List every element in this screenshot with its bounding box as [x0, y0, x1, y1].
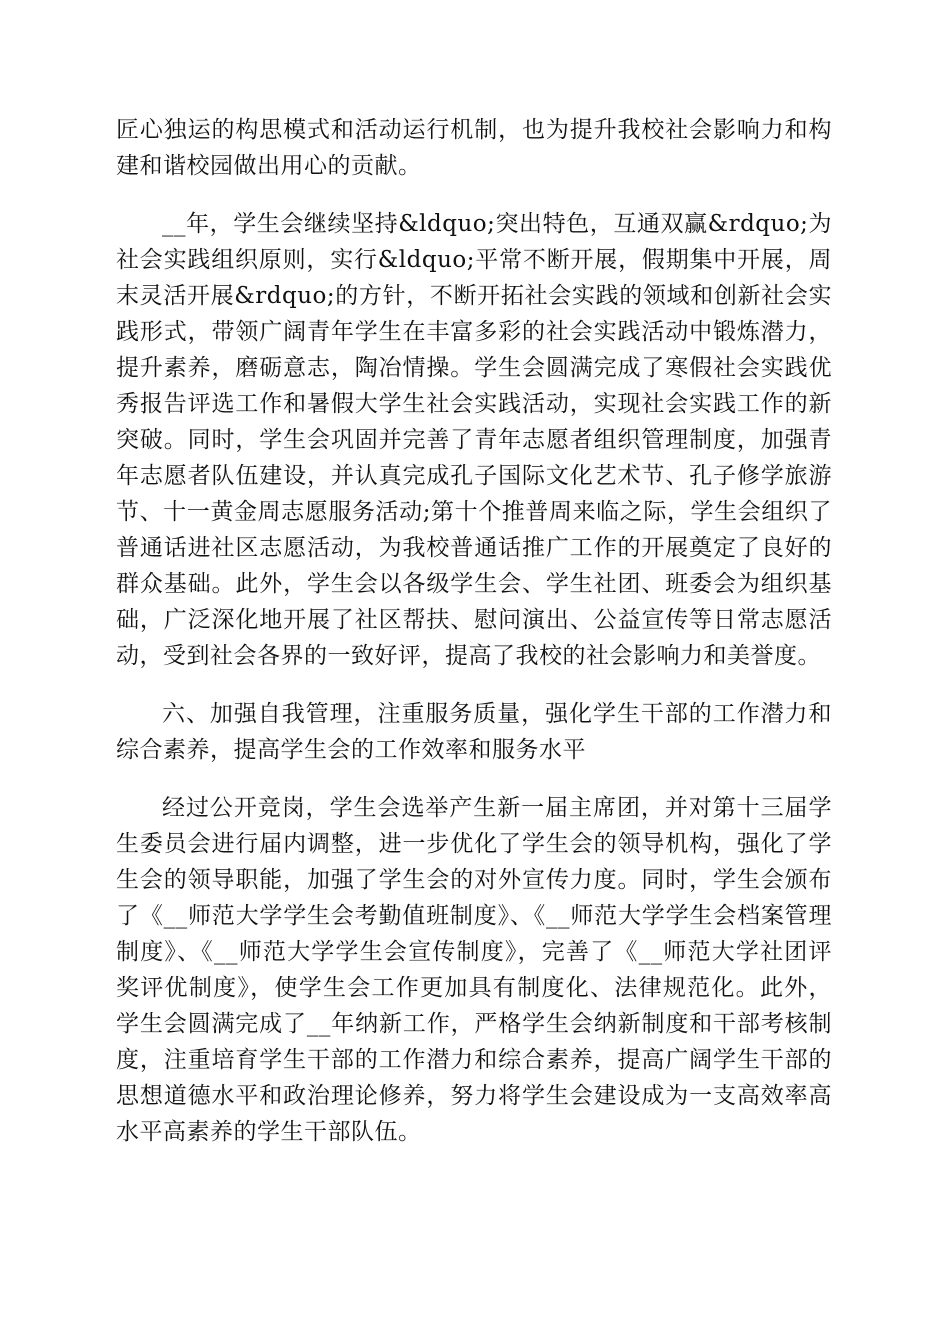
- section-heading-six: 六、加强自我管理，注重服务质量，强化学生干部的工作潜力和综合素养，提高学生会的工作效率和服务水平: [116, 701, 832, 763]
- paragraph-social-practice: __年，学生会继续坚持&ldquo;突出特色，互通双赢&rdquo;为社会实践组织原则，实行&ldquo;平常不断开展，假期集中开展，周末灵活开展&rdquo;的方针，不断开拓社会实践的领域和创新社会实践形式，带领广阔青年学生在丰富多彩的社会实践活动中锻炼潜力，提升素养，磨砺意志，陶冶情操。学生会圆满完成了寒假社会实践优秀报告评选工作和暑假大学生社会实践活动，实现社会实践工作的新突破。同时，学生会巩固并完善了青年志愿者组织管理制度，加强青年志愿者队伍建设，并认真完成孔子国际文化艺术节、孔子修学旅游节、十一黄金周志愿服务活动;第十个推普周来临之际，学生会组织了普通话进社区志愿活动，为我校普通话推广工作的开展奠定了良好的群众基础。此外，学生会以各级学生会、学生社团、班委会为组织基础，广泛深化地开展了社区帮扶、慰问演出、公益宣传等日常志愿活动，受到社会各界的一致好评，提高了我校的社会影响力和美誉度。: [116, 211, 832, 669]
- paragraph-continuation: 匠心独运的构思模式和活动运行机制，也为提升我校社会影响力和构建和谐校园做出用心的贡献。: [116, 117, 832, 179]
- paragraph-self-management: 经过公开竞岗，学生会选举产生新一届主席团，并对第十三届学生委员会进行届内调整，进一步优化了学生会的领导机构，强化了学生会的领导职能，加强了学生会的对外宣传力度。同时，学生会颁布了《__师范大学学生会考勤值班制度》、《__师范大学学生会档案管理制度》、《__师范大学学生会宣传制度》，完善了《__师范大学社团评奖评优制度》，使学生会工作更加具有制度化、法律规范化。此外，学生会圆满完成了__年纳新工作，严格学生会纳新制度和干部考核制度，注重培育学生干部的工作潜力和综合素养，提高广阔学生干部的思想道德水平和政治理论修养，努力将学生会建设成为一支高效率高水平高素养的学生干部队伍。: [116, 795, 832, 1145]
- document-body: [116, 112, 832, 1172]
